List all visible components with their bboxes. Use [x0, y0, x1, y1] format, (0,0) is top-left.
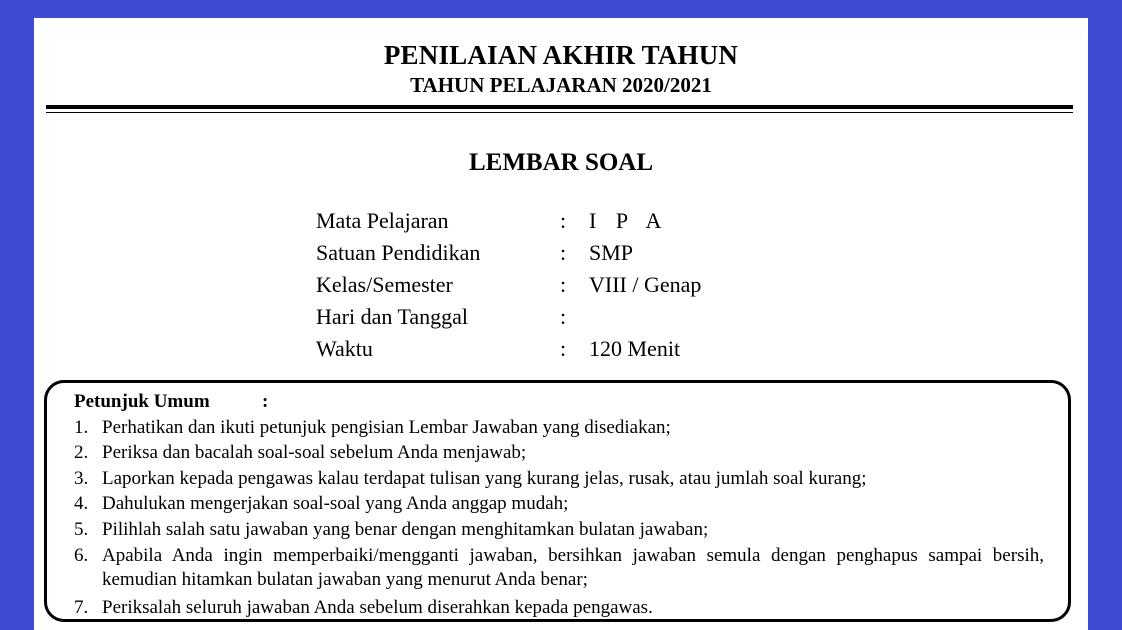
- instruction-text: Periksalah seluruh jawaban Anda sebelum diserahkan kepada pengawas.: [102, 597, 653, 618]
- info-colon: :: [560, 240, 567, 265]
- instruction-text: Dahulukan mengerjakan soal-soal yang Anda anggap mudah;: [102, 493, 569, 514]
- instruction-text: Perhatikan dan ikuti petunjuk pengisian Lembar Jawaban yang disediakan;: [102, 417, 671, 438]
- info-label: Hari dan Tanggal: [316, 304, 469, 329]
- info-value: 120 Menit: [589, 336, 681, 361]
- info-value: VIII / Genap: [589, 272, 702, 297]
- info-colon: :: [560, 272, 567, 297]
- info-label: Mata Pelajaran: [316, 208, 449, 233]
- sheet-title: LEMBAR SOAL: [468, 149, 654, 176]
- instructions-heading-label: Petunjuk Umum: [74, 391, 210, 412]
- instruction-number: 2.: [74, 442, 89, 463]
- instruction-text: Periksa dan bacalah soal-soal sebelum Anda menjawab;: [102, 442, 527, 463]
- header-rule-thick: [46, 105, 1073, 109]
- info-colon: :: [560, 208, 567, 233]
- info-label: Waktu: [316, 336, 373, 361]
- school-year: TAHUN PELAJARAN 2020/2021: [410, 73, 712, 97]
- instruction-number: 3.: [74, 468, 89, 489]
- instructions-heading-colon: :: [262, 391, 269, 412]
- info-colon: :: [560, 336, 567, 361]
- info-label: Kelas/Semester: [316, 272, 453, 297]
- instruction-text: Apabila Anda ingin memperbaiki/mengganti jawaban, bersihkan jawaban semula dengan penghapus sampai bersih, kemudian hitamkan bulatan jawaban yang menurut Anda benar;: [102, 545, 1044, 590]
- info-value: SMP: [589, 240, 634, 265]
- info-value: I P A: [589, 208, 669, 233]
- instructions-heading: [74, 390, 269, 414]
- instruction-number: 7.: [74, 597, 89, 618]
- info-colon: :: [560, 304, 567, 329]
- instruction-number: 4.: [74, 493, 89, 514]
- instruction-number: 5.: [74, 519, 89, 540]
- info-label: Satuan Pendidikan: [316, 240, 481, 265]
- header-rule-thin: [46, 112, 1073, 113]
- instruction-number: 1.: [74, 417, 89, 438]
- exam-title: PENILAIAN AKHIR TAHUN: [383, 40, 739, 70]
- instruction-text: Pilihlah salah satu jawaban yang benar dengan menghitamkan bulatan jawaban;: [102, 519, 709, 540]
- instruction-text: Laporkan kepada pengawas kalau terdapat tulisan yang kurang jelas, rusak, atau jumlah soal kurang;: [102, 468, 867, 489]
- instruction-number: 6.: [74, 545, 89, 566]
